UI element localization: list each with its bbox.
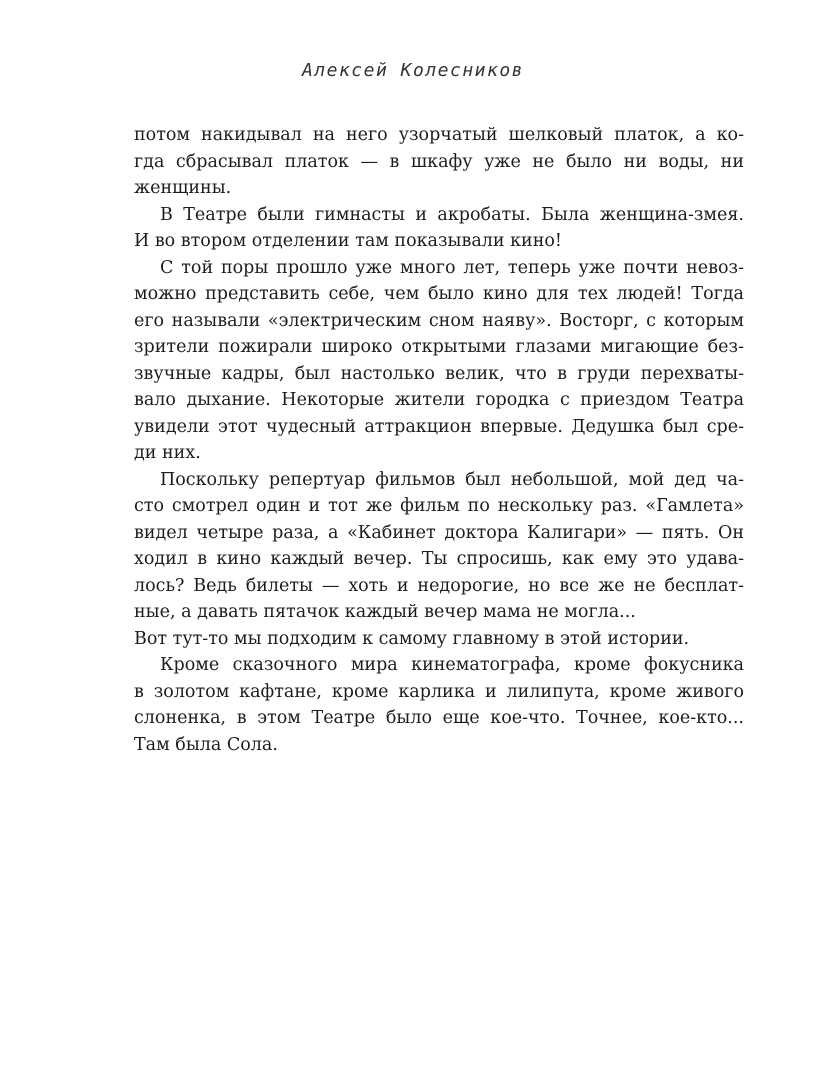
text-line: увидели этот чудесный аттракцион впервые. Дедушка был сре- — [134, 416, 744, 437]
text-line: зрители пожирали широко открытыми глазами мигающие без- — [134, 337, 744, 357]
text-line: Кроме сказочного мира кинематографа, кроме фокусника — [160, 655, 744, 675]
text-line: ные, а давать пятачок каждый вечер мама не могла... — [134, 602, 636, 622]
text-line: слоненка, в этом Театре было еще кое-что. Точнее, кое-кто... — [134, 708, 744, 728]
text-line: звучные кадры, был настолько велик, что в груди перехваты- — [134, 363, 744, 384]
text-line: гда сбрасывал платок — в шкафу уже не было ни воды, ни — [134, 151, 744, 172]
text-line: вало дыхание. Некоторые жители городка с приездом Театра — [134, 390, 744, 410]
text-line: Поскольку репертуар фильмов был небольшой, мой дед ча- — [160, 469, 744, 490]
text-line: потом накидывал на него узорчатый шелковый платок, а ко- — [134, 125, 744, 145]
text-line: его называли «электрическим сном наяву». Восторг, с которым — [134, 310, 744, 331]
text-line: можно представить себе, чем было кино для тех людей! Тогда — [134, 284, 744, 304]
text-line: сто смотрел один и тот же фильм по нескольку раз. «Гамлета» — [134, 496, 744, 516]
body-text — [134, 122, 744, 758]
text-line: женщины. — [134, 178, 232, 198]
text-line: Вот тут-то мы подходим к самому главному в этой истории. — [134, 628, 690, 649]
text-line: видел четыре раза, а «Кабинет доктора Калигари» — пять. Он — [134, 522, 744, 543]
text-line: ходил в кино каждый вечер. Ты спросишь, как ему это удава- — [134, 549, 744, 569]
text-line: в золотом кафтане, кроме карлика и лилипута, кроме живого — [134, 681, 744, 702]
text-line: С той поры прошло уже много лет, теперь уже почти невоз- — [160, 257, 744, 278]
text-line: Там была Сола. — [134, 734, 278, 755]
text-line: В Театре были гимнасты и акробаты. Была женщина-змея. — [160, 204, 744, 225]
text-line: лось? Ведь билеты — хоть и недорогие, но все же не бесплат- — [134, 575, 744, 596]
text-line: ди них. — [134, 443, 201, 463]
running-head-author: Алексей Колесников — [301, 60, 525, 81]
text-line: И во втором отделении там показывали кино! — [134, 231, 562, 251]
